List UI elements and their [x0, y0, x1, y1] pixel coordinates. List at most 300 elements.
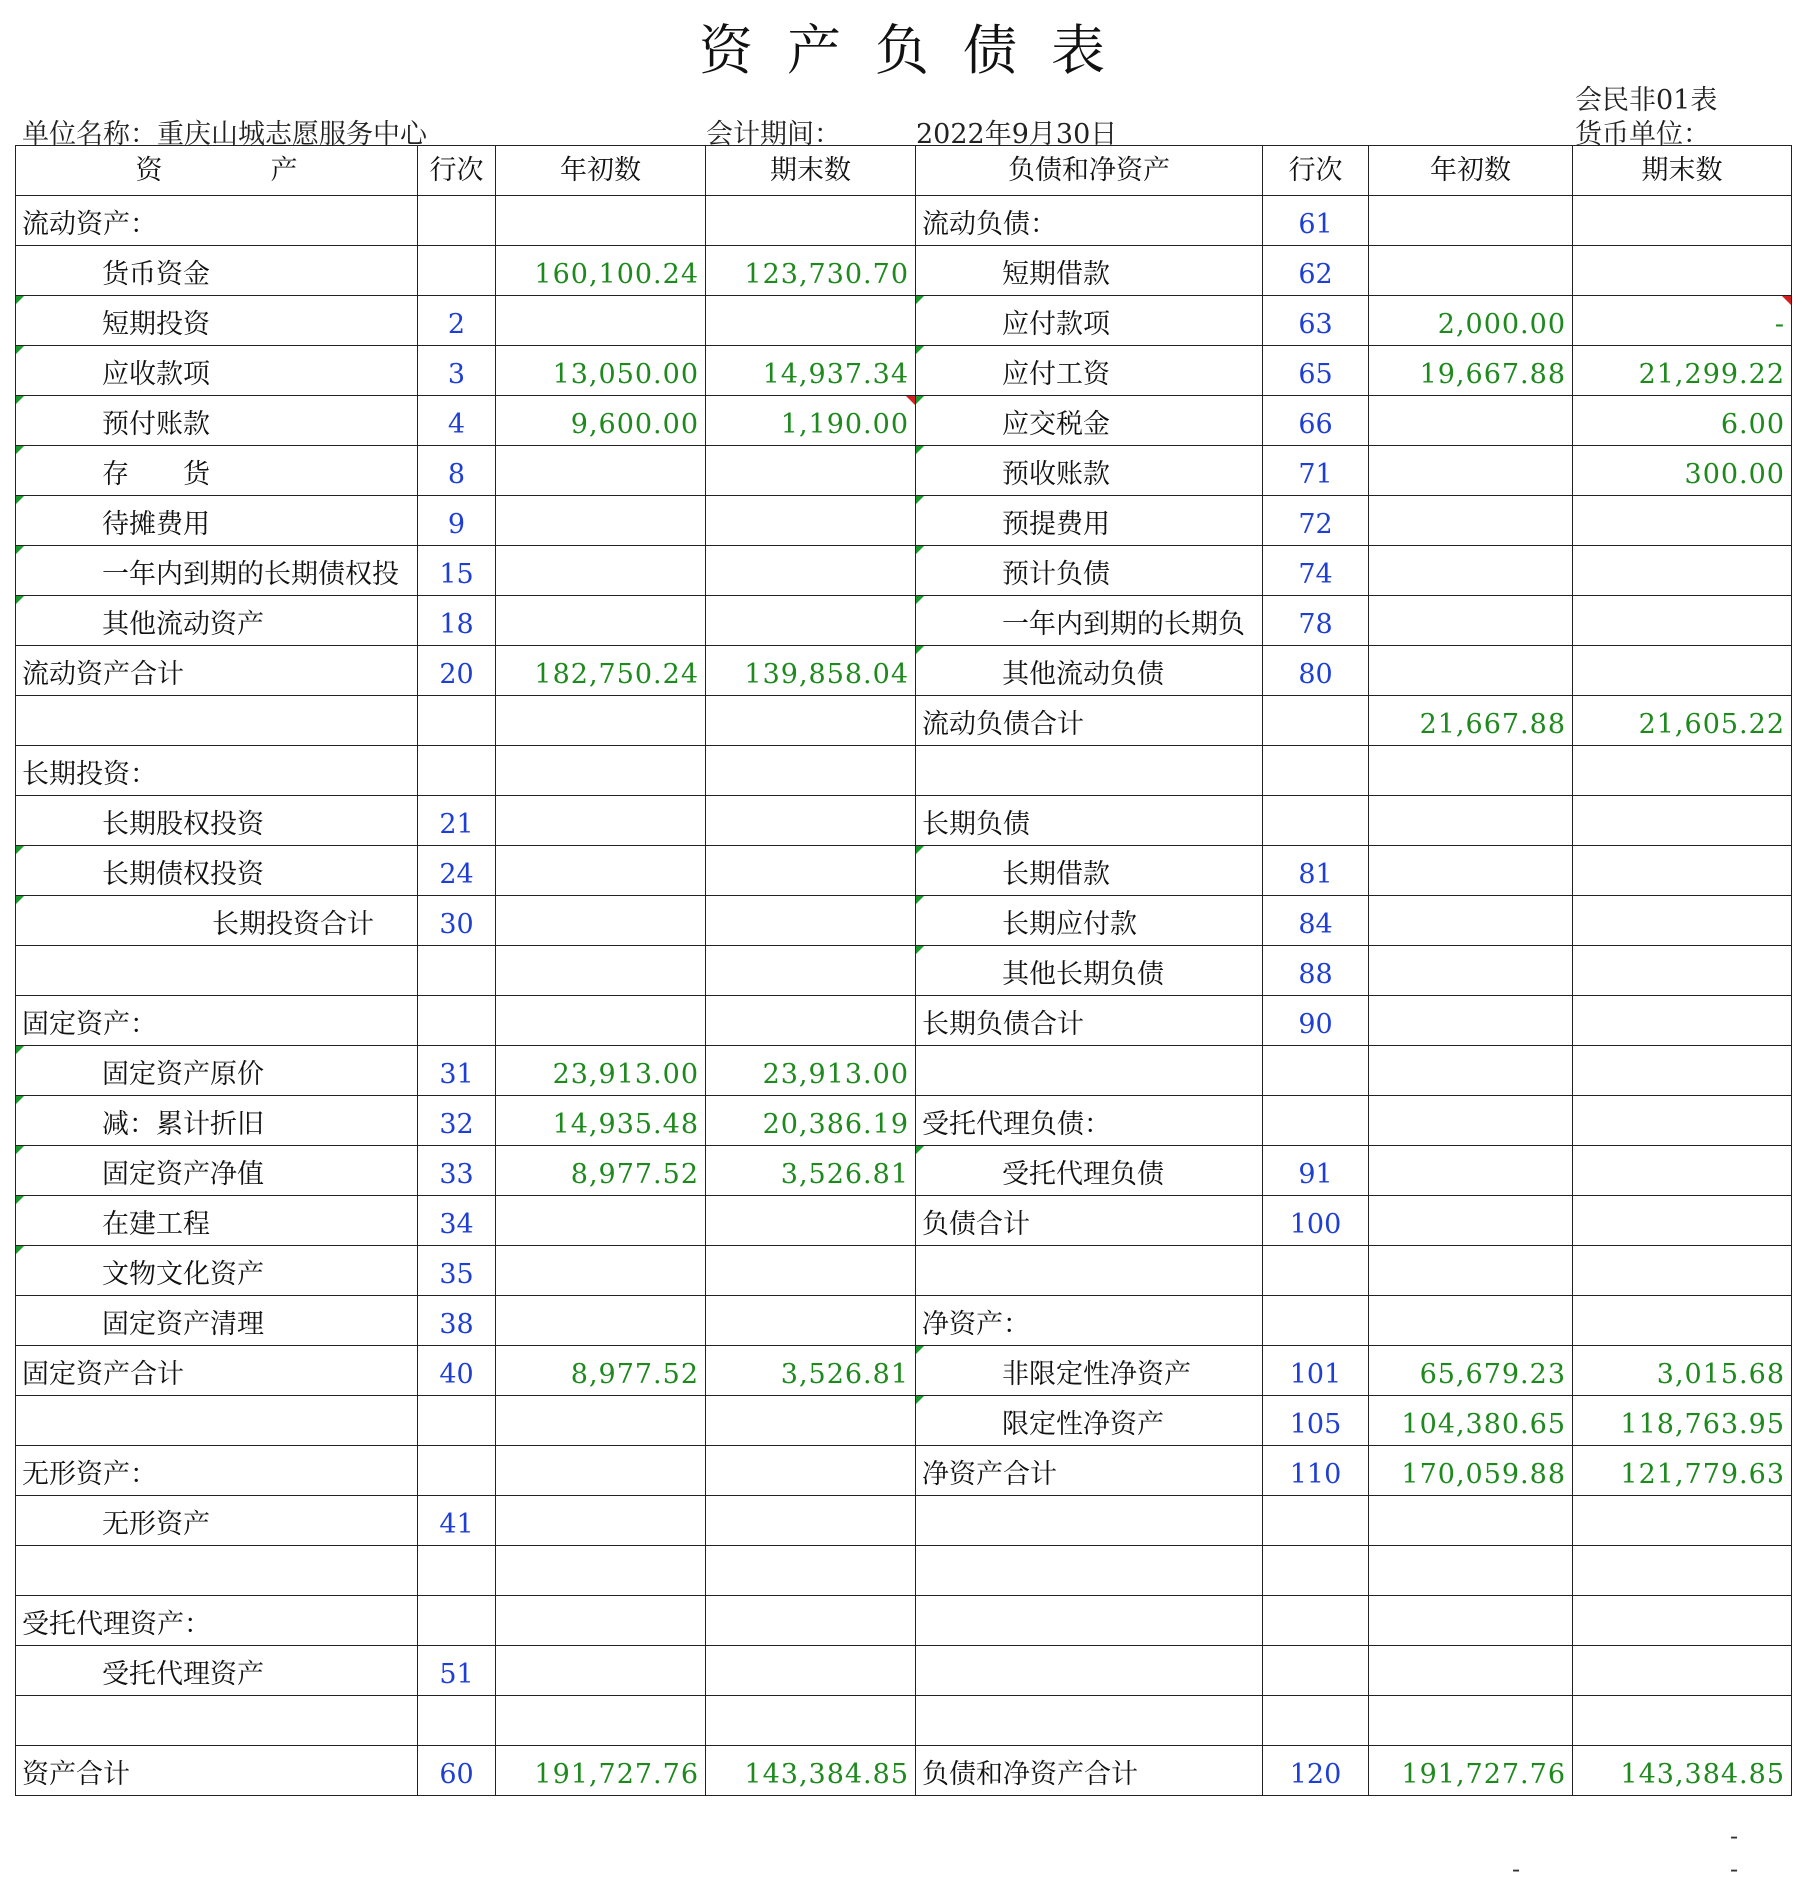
asset-closing-cell: 14,937.34: [706, 346, 916, 396]
asset-line-no-cell: 21: [418, 796, 496, 846]
liability-opening-cell: [1369, 846, 1573, 896]
liability-closing-cell: [1573, 1196, 1792, 1246]
liability-line-no-cell: [1263, 796, 1369, 846]
liability-opening-cell: [1369, 1646, 1573, 1696]
asset-line-no-cell: [418, 746, 496, 796]
liability-opening-cell: [1369, 646, 1573, 696]
liability-line-no-cell: 90: [1263, 996, 1369, 1046]
table-row: [16, 1546, 1792, 1596]
liability-closing-cell: 21,299.22: [1573, 346, 1792, 396]
asset-closing-cell: [706, 546, 916, 596]
liability-line-no-cell: [1263, 1246, 1369, 1296]
asset-name-cell: 应收款项: [16, 346, 418, 396]
liability-name-cell: [916, 746, 1263, 796]
table-row: [16, 1196, 1792, 1246]
footer-mark: -: [1730, 1822, 1739, 1850]
table-row: [16, 446, 1792, 496]
asset-closing-cell: [706, 1496, 916, 1546]
asset-line-no-cell: [418, 696, 496, 746]
asset-opening-cell: [496, 846, 706, 896]
asset-name-cell: 待摊费用: [16, 496, 418, 546]
asset-closing-cell: 3,526.81: [706, 1346, 916, 1396]
liability-closing-cell: 143,384.85: [1573, 1746, 1792, 1796]
asset-line-no-cell: 60: [418, 1746, 496, 1796]
asset-closing-cell: [706, 746, 916, 796]
asset-line-no-cell: 31: [418, 1046, 496, 1096]
asset-line-no-cell: [418, 1696, 496, 1746]
liability-opening-cell: 65,679.23: [1369, 1346, 1573, 1396]
liability-line-no-cell: [1263, 1546, 1369, 1596]
liability-name-cell: 流动负债：: [916, 196, 1263, 246]
asset-opening-cell: [496, 746, 706, 796]
liability-closing-cell: 300.00: [1573, 446, 1792, 496]
liability-name-cell: [916, 1046, 1263, 1096]
asset-opening-cell: [496, 1196, 706, 1246]
asset-line-no-cell: 33: [418, 1146, 496, 1196]
liability-line-no-cell: 74: [1263, 546, 1369, 596]
table-row: [16, 796, 1792, 846]
table-row: [16, 1146, 1792, 1196]
table-header-row: [16, 146, 1792, 196]
cell-flag-marker: [916, 846, 924, 854]
liability-line-no-cell: [1263, 1596, 1369, 1646]
liability-line-no-cell: 100: [1263, 1196, 1369, 1246]
cell-flag-marker: [16, 346, 24, 354]
liability-opening-cell: [1369, 396, 1573, 446]
liability-closing-cell: [1573, 1046, 1792, 1096]
asset-line-no-cell: 41: [418, 1496, 496, 1546]
asset-closing-cell: [706, 196, 916, 246]
table-body: [16, 146, 1792, 1796]
liability-line-no-cell: 101: [1263, 1346, 1369, 1396]
asset-opening-cell: [496, 1396, 706, 1446]
asset-name-cell: 受托代理资产: [16, 1646, 418, 1696]
cell-comment-marker: [1782, 296, 1791, 305]
liability-name-cell: [916, 1496, 1263, 1546]
liability-opening-cell: [1369, 996, 1573, 1046]
liability-name-cell: 长期负债合计: [916, 996, 1263, 1046]
liability-opening-cell: [1369, 1596, 1573, 1646]
asset-opening-cell: 13,050.00: [496, 346, 706, 396]
asset-closing-cell: [706, 696, 916, 746]
table-row: [16, 1746, 1792, 1796]
asset-opening-cell: [496, 1696, 706, 1746]
asset-closing-cell: [706, 1596, 916, 1646]
cell-flag-marker: [16, 1096, 24, 1104]
asset-line-no-cell: [418, 246, 496, 296]
liability-line-no-cell: [1263, 696, 1369, 746]
asset-opening-cell: [496, 596, 706, 646]
liability-opening-cell: [1369, 246, 1573, 296]
asset-line-no-cell: 32: [418, 1096, 496, 1146]
asset-closing-cell: 123,730.70: [706, 246, 916, 296]
liability-opening-cell: 191,727.76: [1369, 1746, 1573, 1796]
header-liabilities: 负债和净资产: [916, 146, 1263, 196]
table-row: [16, 1246, 1792, 1296]
cell-flag-marker: [916, 546, 924, 554]
liability-opening-cell: [1369, 196, 1573, 246]
unit-name: 单位名称：重庆山城志愿服务中心: [22, 119, 427, 150]
liability-line-no-cell: 71: [1263, 446, 1369, 496]
asset-line-no-cell: 18: [418, 596, 496, 646]
liability-opening-cell: [1369, 796, 1573, 846]
liability-closing-cell: 118,763.95: [1573, 1396, 1792, 1446]
asset-opening-cell: [496, 1246, 706, 1296]
liability-closing-cell: 21,605.22: [1573, 696, 1792, 746]
liability-closing-cell: [1573, 1496, 1792, 1546]
liability-closing-cell: [1573, 496, 1792, 546]
report-title: 资产负债表: [699, 19, 1139, 82]
cell-flag-marker: [16, 846, 24, 854]
asset-name-cell: 货币资金: [16, 246, 418, 296]
asset-name-cell: 固定资产原价: [16, 1046, 418, 1096]
asset-opening-cell: [496, 546, 706, 596]
balance-sheet-table: [15, 145, 1792, 1796]
cell-flag-marker: [16, 596, 24, 604]
asset-name-cell: 长期投资合计: [16, 896, 418, 946]
asset-name-cell: 长期债权投资: [16, 846, 418, 896]
asset-name-cell: 其他流动资产: [16, 596, 418, 646]
table-row: [16, 1496, 1792, 1546]
asset-line-no-cell: 4: [418, 396, 496, 446]
asset-name-cell: 流动资产合计: [16, 646, 418, 696]
table-row: [16, 746, 1792, 796]
asset-opening-cell: [496, 996, 706, 1046]
liability-closing-cell: [1573, 746, 1792, 796]
liability-name-cell: 长期应付款: [916, 896, 1263, 946]
asset-line-no-cell: [418, 1596, 496, 1646]
period-label: 会计期间：: [706, 119, 841, 150]
asset-opening-cell: [496, 446, 706, 496]
liability-opening-cell: [1369, 546, 1573, 596]
asset-name-cell: 资产合计: [16, 1746, 418, 1796]
asset-closing-cell: [706, 846, 916, 896]
asset-opening-cell: [496, 1296, 706, 1346]
asset-name-cell: 固定资产：: [16, 996, 418, 1046]
asset-line-no-cell: [418, 1396, 496, 1446]
liability-line-no-cell: [1263, 1046, 1369, 1096]
table-row: [16, 246, 1792, 296]
liability-closing-cell: [1573, 896, 1792, 946]
asset-line-no-cell: 15: [418, 546, 496, 596]
liability-line-no-cell: 120: [1263, 1746, 1369, 1796]
liability-name-cell: [916, 1596, 1263, 1646]
table-row: [16, 1596, 1792, 1646]
table-row: [16, 496, 1792, 546]
liability-line-no-cell: [1263, 1646, 1369, 1696]
asset-name-cell: 流动资产：: [16, 196, 418, 246]
cell-flag-marker: [16, 1146, 24, 1154]
liability-closing-cell: [1573, 796, 1792, 846]
liability-closing-cell: -: [1573, 296, 1792, 346]
liability-name-cell: [916, 1246, 1263, 1296]
liability-opening-cell: 170,059.88: [1369, 1446, 1573, 1496]
table-row: [16, 1446, 1792, 1496]
footer-mark: -: [1512, 1855, 1521, 1883]
asset-opening-cell: [496, 1496, 706, 1546]
liability-name-cell: 长期借款: [916, 846, 1263, 896]
table-row: [16, 846, 1792, 896]
asset-name-cell: 长期股权投资: [16, 796, 418, 846]
asset-name-cell: [16, 696, 418, 746]
liability-line-no-cell: [1263, 746, 1369, 796]
liability-opening-cell: 104,380.65: [1369, 1396, 1573, 1446]
asset-closing-cell: [706, 796, 916, 846]
asset-closing-cell: 143,384.85: [706, 1746, 916, 1796]
cell-flag-marker: [916, 596, 924, 604]
liability-line-no-cell: 84: [1263, 896, 1369, 946]
liability-closing-cell: 121,779.63: [1573, 1446, 1792, 1496]
asset-line-no-cell: [418, 946, 496, 996]
liability-line-no-cell: 72: [1263, 496, 1369, 546]
liability-name-cell: 限定性净资产: [916, 1396, 1263, 1446]
cell-flag-marker: [16, 496, 24, 504]
table-row: [16, 196, 1792, 246]
table-row: [16, 696, 1792, 746]
cell-flag-marker: [916, 296, 924, 304]
header-opening-right: 年初数: [1369, 146, 1573, 196]
asset-closing-cell: [706, 1646, 916, 1696]
liability-closing-cell: [1573, 196, 1792, 246]
liability-closing-cell: [1573, 1596, 1792, 1646]
liability-closing-cell: [1573, 1146, 1792, 1196]
asset-opening-cell: 8,977.52: [496, 1346, 706, 1396]
liability-opening-cell: [1369, 1046, 1573, 1096]
liability-opening-cell: [1369, 1546, 1573, 1596]
cell-flag-marker: [16, 546, 24, 554]
asset-name-cell: 固定资产合计: [16, 1346, 418, 1396]
asset-closing-cell: [706, 1246, 916, 1296]
asset-name-cell: 一年内到期的长期债权投: [16, 546, 418, 596]
asset-opening-cell: 23,913.00: [496, 1046, 706, 1096]
liability-opening-cell: [1369, 896, 1573, 946]
cell-flag-marker: [916, 346, 924, 354]
asset-name-cell: 存 货: [16, 446, 418, 496]
asset-name-cell: 文物文化资产: [16, 1246, 418, 1296]
asset-opening-cell: [496, 946, 706, 996]
liability-closing-cell: [1573, 596, 1792, 646]
liability-opening-cell: [1369, 746, 1573, 796]
asset-closing-cell: [706, 1396, 916, 1446]
cell-flag-marker: [916, 1346, 924, 1354]
cell-flag-marker: [916, 946, 924, 954]
liability-closing-cell: [1573, 1296, 1792, 1346]
liability-line-no-cell: 65: [1263, 346, 1369, 396]
liability-opening-cell: [1369, 1496, 1573, 1546]
asset-line-no-cell: 3: [418, 346, 496, 396]
liability-opening-cell: [1369, 1196, 1573, 1246]
asset-line-no-cell: [418, 996, 496, 1046]
period-value: 2022年9月30日: [916, 119, 1118, 150]
liability-opening-cell: [1369, 446, 1573, 496]
liability-opening-cell: [1369, 1246, 1573, 1296]
liability-line-no-cell: 63: [1263, 296, 1369, 346]
liability-closing-cell: [1573, 1246, 1792, 1296]
liability-line-no-cell: 105: [1263, 1396, 1369, 1446]
liability-name-cell: 预计负债: [916, 546, 1263, 596]
liability-closing-cell: 6.00: [1573, 396, 1792, 446]
asset-closing-cell: [706, 446, 916, 496]
liability-closing-cell: [1573, 1546, 1792, 1596]
asset-opening-cell: 160,100.24: [496, 246, 706, 296]
liability-line-no-cell: [1263, 1296, 1369, 1346]
cell-flag-marker: [16, 1196, 24, 1204]
asset-opening-cell: [496, 1546, 706, 1596]
cell-flag-marker: [16, 1046, 24, 1054]
cell-flag-marker: [916, 446, 924, 454]
cell-flag-marker: [916, 496, 924, 504]
liability-closing-cell: [1573, 1696, 1792, 1746]
liability-name-cell: 预收账款: [916, 446, 1263, 496]
asset-closing-cell: [706, 896, 916, 946]
header-closing-right: 期末数: [1573, 146, 1792, 196]
table-row: [16, 1296, 1792, 1346]
asset-line-no-cell: 51: [418, 1646, 496, 1696]
table-row: [16, 646, 1792, 696]
liability-name-cell: 净资产：: [916, 1296, 1263, 1346]
asset-closing-cell: [706, 1446, 916, 1496]
asset-opening-cell: [496, 896, 706, 946]
form-code: 会民非01表: [1575, 85, 1718, 116]
asset-line-no-cell: 35: [418, 1246, 496, 1296]
asset-closing-cell: [706, 596, 916, 646]
asset-name-cell: 受托代理资产：: [16, 1596, 418, 1646]
liability-name-cell: [916, 1696, 1263, 1746]
asset-name-cell: 无形资产: [16, 1496, 418, 1546]
table-row: [16, 1646, 1792, 1696]
liability-name-cell: [916, 1546, 1263, 1596]
liability-name-cell: 应交税金: [916, 396, 1263, 446]
liability-opening-cell: [1369, 1696, 1573, 1746]
liability-closing-cell: [1573, 946, 1792, 996]
liability-closing-cell: [1573, 546, 1792, 596]
liability-name-cell: 受托代理负债: [916, 1146, 1263, 1196]
cell-flag-marker: [916, 646, 924, 654]
liability-opening-cell: [1369, 1096, 1573, 1146]
liability-name-cell: 短期借款: [916, 246, 1263, 296]
asset-closing-cell: 23,913.00: [706, 1046, 916, 1096]
liability-line-no-cell: 88: [1263, 946, 1369, 996]
asset-name-cell: 无形资产：: [16, 1446, 418, 1496]
asset-closing-cell: [706, 1546, 916, 1596]
liability-line-no-cell: 66: [1263, 396, 1369, 446]
asset-line-no-cell: [418, 1546, 496, 1596]
table-row: [16, 1346, 1792, 1396]
asset-name-cell: 固定资产净值: [16, 1146, 418, 1196]
liability-name-cell: 应付工资: [916, 346, 1263, 396]
liability-closing-cell: [1573, 1646, 1792, 1696]
table-row: [16, 296, 1792, 346]
asset-line-no-cell: 38: [418, 1296, 496, 1346]
liability-line-no-cell: 91: [1263, 1146, 1369, 1196]
asset-opening-cell: 191,727.76: [496, 1746, 706, 1796]
asset-name-cell: 长期投资：: [16, 746, 418, 796]
asset-name-cell: 减：累计折旧: [16, 1096, 418, 1146]
liability-name-cell: 流动负债合计: [916, 696, 1263, 746]
liability-opening-cell: 2,000.00: [1369, 296, 1573, 346]
liability-closing-cell: [1573, 246, 1792, 296]
liability-line-no-cell: 61: [1263, 196, 1369, 246]
liability-opening-cell: [1369, 946, 1573, 996]
liability-closing-cell: [1573, 846, 1792, 896]
asset-closing-cell: [706, 946, 916, 996]
liability-name-cell: [916, 1646, 1263, 1696]
asset-opening-cell: [496, 496, 706, 546]
liability-line-no-cell: 78: [1263, 596, 1369, 646]
header-opening: 年初数: [496, 146, 706, 196]
cell-flag-marker: [16, 296, 24, 304]
asset-opening-cell: [496, 1446, 706, 1496]
liability-opening-cell: [1369, 496, 1573, 546]
liability-name-cell: 负债和净资产合计: [916, 1746, 1263, 1796]
cell-flag-marker: [16, 446, 24, 454]
asset-line-no-cell: [418, 196, 496, 246]
asset-name-cell: 短期投资: [16, 296, 418, 346]
liability-opening-cell: [1369, 596, 1573, 646]
asset-line-no-cell: 24: [418, 846, 496, 896]
cell-flag-marker: [916, 396, 924, 404]
cell-flag-marker: [916, 1396, 924, 1404]
liability-line-no-cell: [1263, 1096, 1369, 1146]
cell-flag-marker: [16, 396, 24, 404]
cell-comment-marker: [906, 396, 915, 405]
table-row: [16, 346, 1792, 396]
liability-closing-cell: [1573, 646, 1792, 696]
header-assets: 资 产: [16, 146, 418, 196]
asset-closing-cell: 139,858.04: [706, 646, 916, 696]
cell-flag-marker: [916, 896, 924, 904]
table-row: [16, 1396, 1792, 1446]
asset-opening-cell: [496, 1596, 706, 1646]
liability-name-cell: 其他长期负债: [916, 946, 1263, 996]
liability-line-no-cell: 81: [1263, 846, 1369, 896]
asset-name-cell: 固定资产清理: [16, 1296, 418, 1346]
liability-line-no-cell: 110: [1263, 1446, 1369, 1496]
asset-name-cell: 在建工程: [16, 1196, 418, 1246]
liability-opening-cell: 21,667.88: [1369, 696, 1573, 746]
liability-line-no-cell: [1263, 1496, 1369, 1546]
asset-line-no-cell: [418, 1446, 496, 1496]
asset-closing-cell: [706, 996, 916, 1046]
liability-opening-cell: [1369, 1146, 1573, 1196]
liability-name-cell: 一年内到期的长期负: [916, 596, 1263, 646]
asset-closing-cell: 1,190.00: [706, 396, 916, 446]
liability-name-cell: 长期负债: [916, 796, 1263, 846]
table-row: [16, 896, 1792, 946]
asset-closing-cell: [706, 1296, 916, 1346]
table-row: [16, 596, 1792, 646]
liability-name-cell: 负债合计: [916, 1196, 1263, 1246]
asset-line-no-cell: 2: [418, 296, 496, 346]
liability-closing-cell: [1573, 996, 1792, 1046]
table-row: [16, 1696, 1792, 1746]
asset-opening-cell: 8,977.52: [496, 1146, 706, 1196]
asset-closing-cell: [706, 1196, 916, 1246]
liability-closing-cell: 3,015.68: [1573, 1346, 1792, 1396]
asset-line-no-cell: 8: [418, 446, 496, 496]
asset-opening-cell: 9,600.00: [496, 396, 706, 446]
liability-name-cell: 净资产合计: [916, 1446, 1263, 1496]
table-row: [16, 946, 1792, 996]
asset-name-cell: [16, 1396, 418, 1446]
asset-opening-cell: [496, 796, 706, 846]
asset-line-no-cell: 20: [418, 646, 496, 696]
asset-opening-cell: [496, 196, 706, 246]
table-row: [16, 396, 1792, 446]
asset-line-no-cell: 30: [418, 896, 496, 946]
asset-line-no-cell: 34: [418, 1196, 496, 1246]
liability-name-cell: 受托代理负债：: [916, 1096, 1263, 1146]
